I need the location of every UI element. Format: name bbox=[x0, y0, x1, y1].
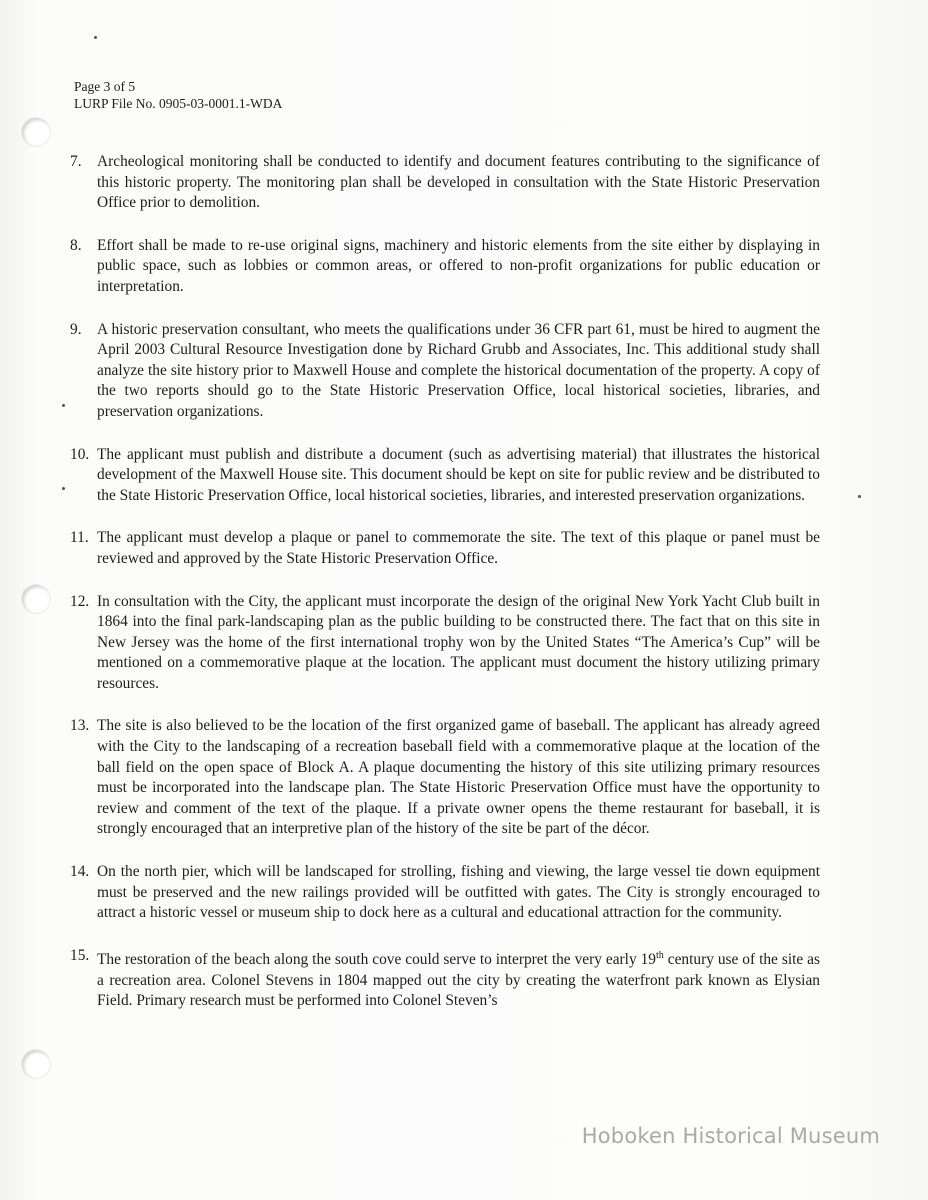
item-text bbox=[97, 946, 820, 1012]
item-text-part: The restoration of the beach along the south cove could serve to interpret the very early 19 bbox=[97, 950, 656, 968]
item-text: The applicant must develop a plaque or panel to commemorate the site. The text of this plaque or panel must be reviewed and approved by the State Historic Preservation Office. bbox=[97, 529, 820, 567]
item-text: A historic preservation consultant, who meets the qualifications under 36 CFR part 61, must be hired to augment the April 2003 Cultural Resource Investigation done by Richard Grubb and Associates, Inc. This additional study shall analyze the site history prior to Maxwell House and complete the historical documentation of the property. A copy of the two reports should go to the State Historic Preservation Office, local historical societies, libraries, and preservation organizations. bbox=[97, 320, 820, 420]
punch-hole bbox=[22, 118, 50, 146]
page-header bbox=[74, 78, 282, 112]
punch-hole bbox=[22, 585, 50, 613]
scan-speck bbox=[62, 404, 65, 407]
scan-speck bbox=[858, 495, 861, 498]
list-item bbox=[70, 445, 820, 507]
list-item bbox=[70, 528, 820, 569]
punch-hole bbox=[22, 1050, 50, 1078]
item-text: On the north pier, which will be landscaped for strolling, fishing and viewing, the large vessel tie down equipment must be preserved and the new railings provided will be outfitted with gates. The City is strongly encouraged to attract a historic vessel or museum ship to dock here as a cultural and educational attraction for the community. bbox=[97, 863, 820, 922]
item-text: The applicant must publish and distribute a document (such as advertising material) that illustrates the historical development of the Maxwell House site. This document should be kept on site for public review and be distributed to the State Historic Preservation Office, local historical societies, libraries, and interested preservation organizations. bbox=[97, 445, 820, 504]
item-number: 12. bbox=[70, 592, 90, 610]
page-number: Page 3 of 5 bbox=[74, 79, 136, 94]
item-number: 14. bbox=[70, 863, 90, 881]
list-item bbox=[70, 592, 820, 695]
item-text: Archeological monitoring shall be conducted to identify and document features contributing to the significance of this historic property. The monitoring plan shall be developed in consultation with the State Historic Preservation Office prior to demolition. bbox=[97, 153, 820, 212]
file-number: LURP File No. 0905-03-0001.1-WDA bbox=[74, 96, 283, 111]
ordinal-suffix: th bbox=[656, 949, 664, 961]
list-item bbox=[70, 862, 820, 924]
item-number: 8. bbox=[70, 236, 82, 254]
item-number: 11. bbox=[70, 529, 89, 547]
list-item bbox=[70, 152, 820, 214]
item-text: In consultation with the City, the applicant must incorporate the design of the original New York Yacht Club built in 1864 into the final park-landscaping plan as the public building to be constructed there. The fact that on this site in New Jersey was the home of the first international trophy won by the United States “The America’s Cup” will be mentioned on a commemorative plaque at the location. The applicant must document the history utilizing primary resources. bbox=[97, 592, 820, 692]
list-item bbox=[70, 946, 820, 1012]
item-number: 7. bbox=[70, 153, 82, 170]
list-item bbox=[70, 236, 820, 298]
item-number: 9. bbox=[70, 320, 82, 338]
item-text-part: century use of the site as a recreation area. Colonel Stevens in 1804 mapped out the city by creating the waterfront park known as Elysian Field. Primary research must be performed into Colonel Steven’s bbox=[97, 950, 820, 1010]
scan-speck bbox=[94, 36, 97, 39]
item-number: 10. bbox=[70, 445, 90, 463]
item-number: 15. bbox=[70, 946, 90, 964]
item-text: Effort shall be made to re-use original signs, machinery and historic elements from the site either by displaying in public space, such as lobbies or common areas, or offered to non-profit organizations for public education or interpretation. bbox=[97, 236, 820, 295]
museum-watermark: Hoboken Historical Museum bbox=[581, 1124, 880, 1148]
item-text: The site is also believed to be the location of the first organized game of baseball. The applicant has already agreed with the City to the landscaping of a recreation baseball field with a commemorative plaque at the location of the ball field on the open space of Block A. A plaque documenting the history of this site utilizing primary resources must be incorporated into the landscape plan. The State Historic Preservation Office must have the opportunity to review and comment of the text of the plaque. If a private owner opens the theme restaurant for baseball, it is strongly encouraged that an interpretive plan of the history of the site be part of the décor. bbox=[97, 717, 820, 838]
scan-speck bbox=[62, 487, 65, 490]
list-item bbox=[70, 716, 820, 840]
item-number: 13. bbox=[70, 717, 90, 735]
conditions-list bbox=[70, 152, 820, 1034]
list-item bbox=[70, 320, 820, 423]
